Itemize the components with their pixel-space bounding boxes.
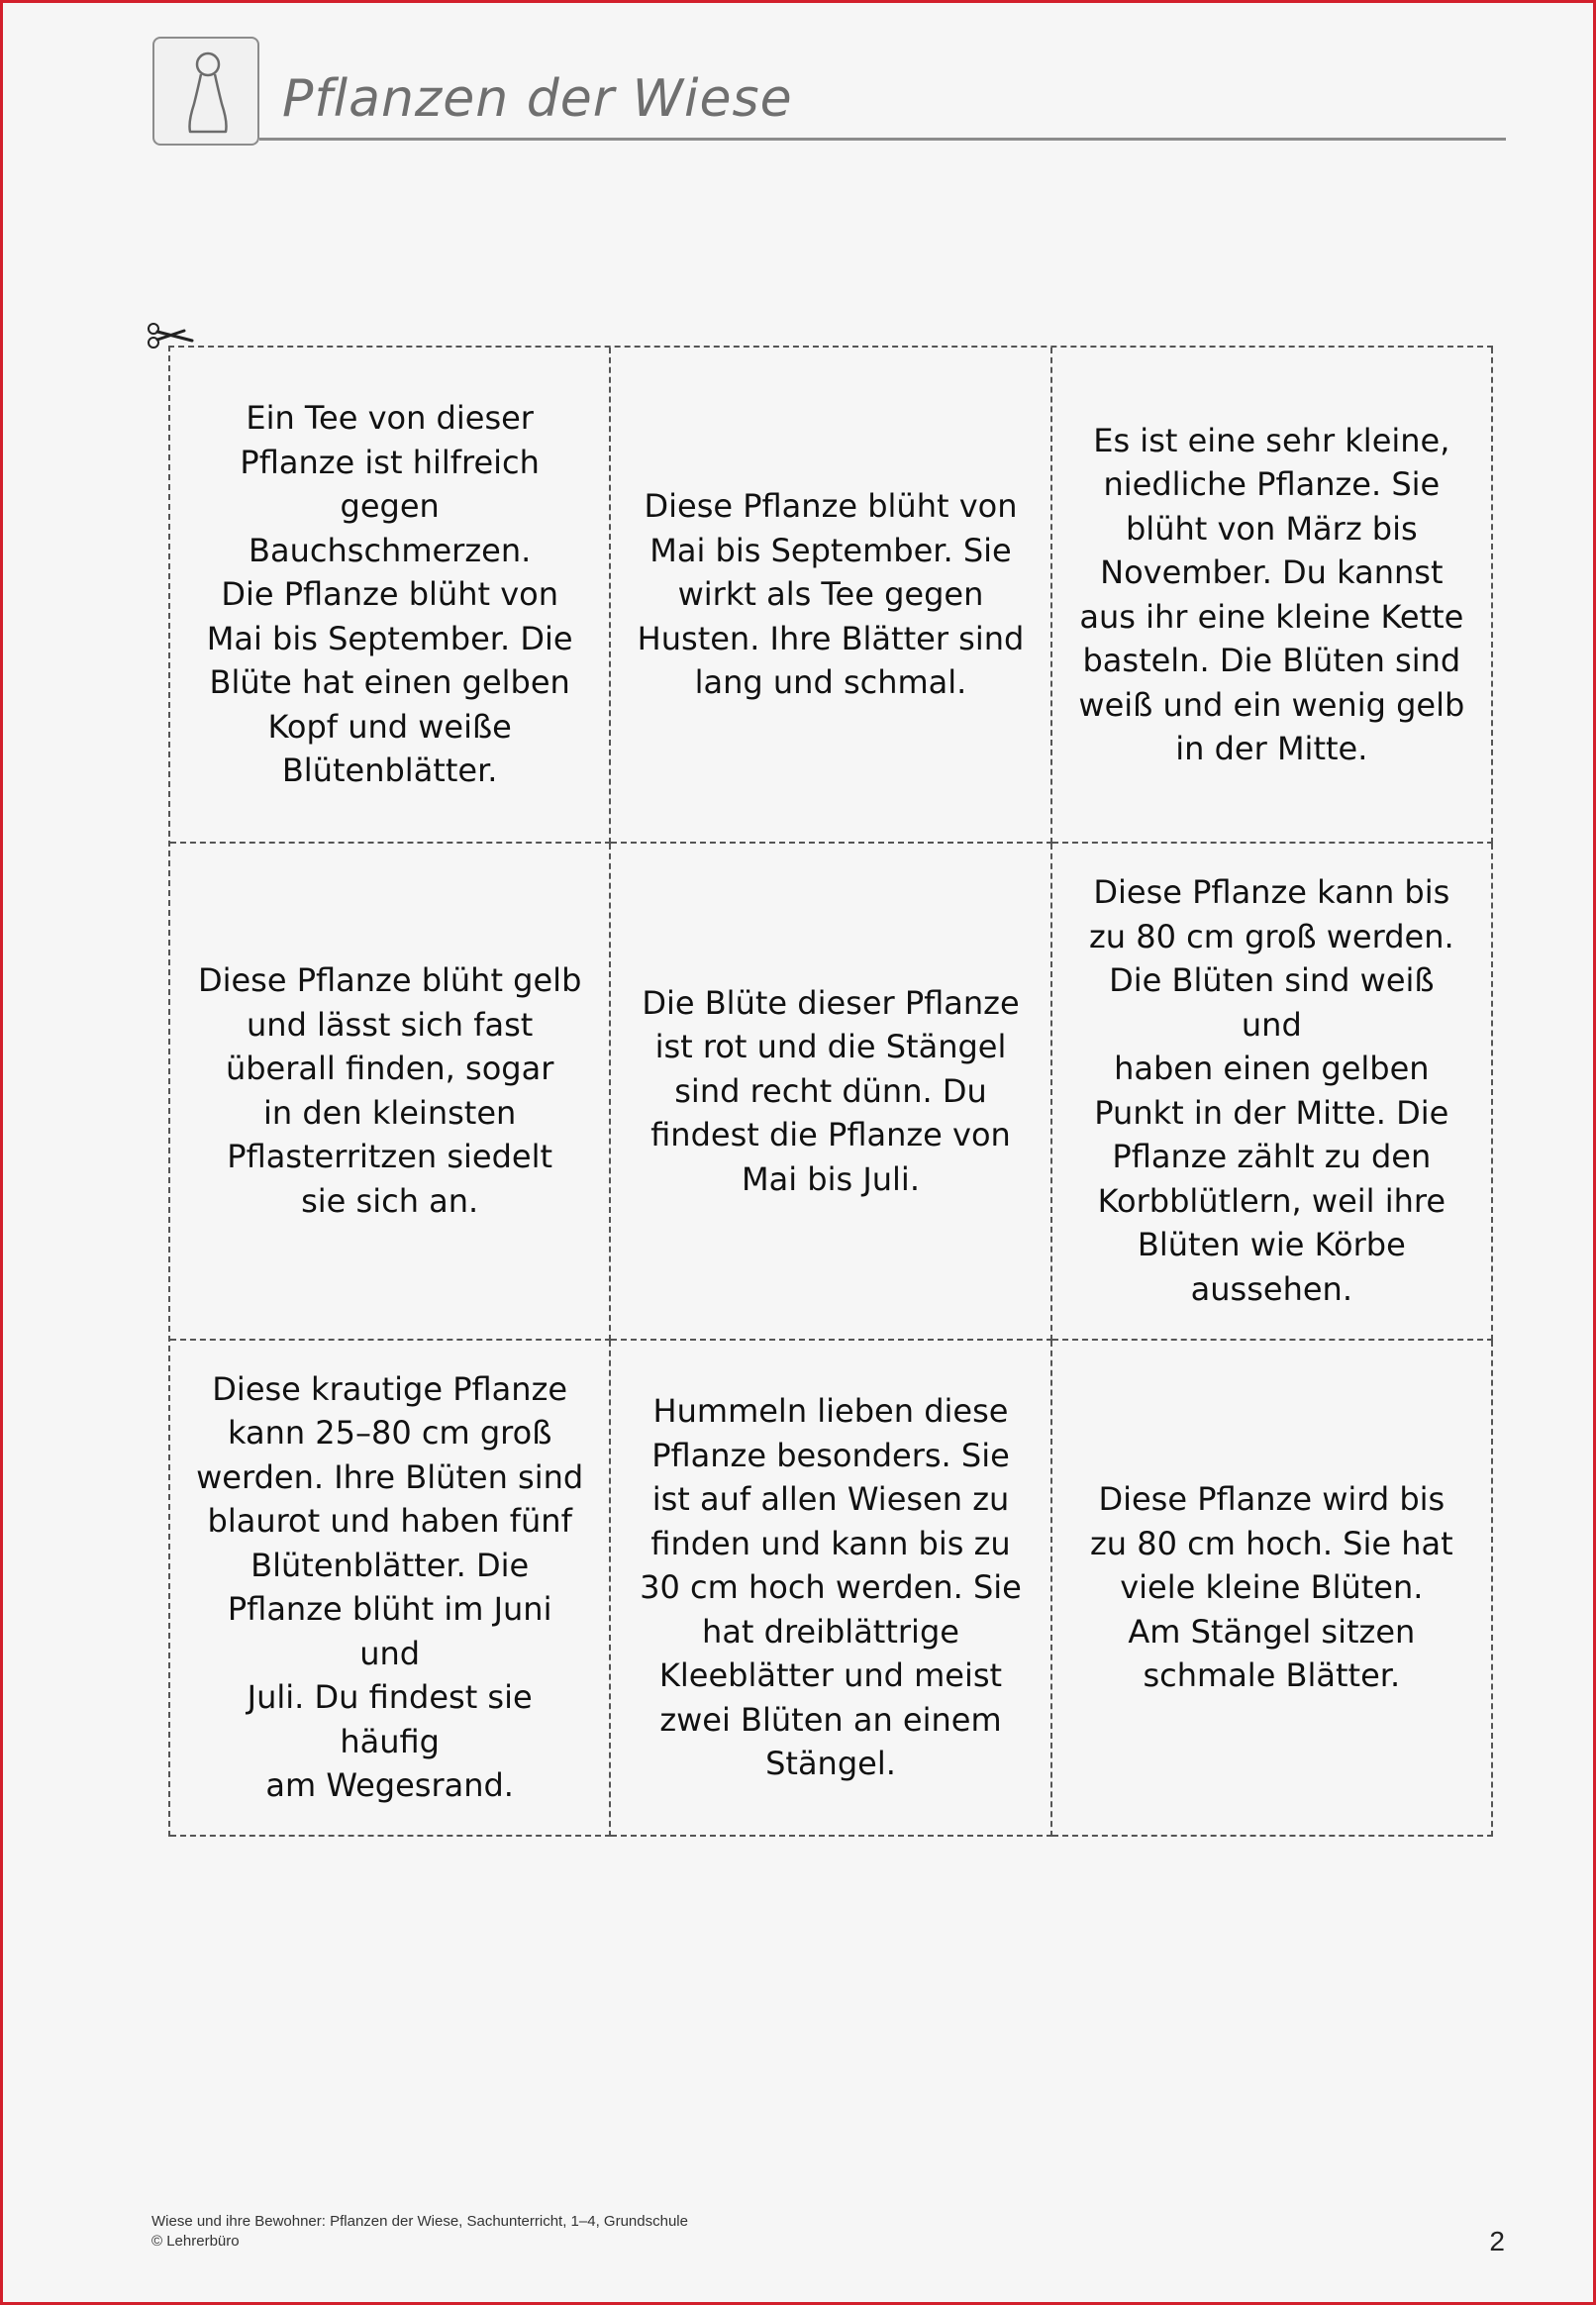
title-underline — [259, 138, 1506, 141]
footer-source: Wiese und ihre Bewohner: Pflanzen der Wiese, Sachunterricht, 1–4, Grundschule — [151, 2213, 688, 2230]
card-text: Es ist eine sehr kleine, niedliche Pflanze. Sie blüht von März bis November. Du kannst aus ihr eine kleine Kette basteln. Die Blüten sind weiß und ein wenig gelb in der Mitte. — [1078, 421, 1465, 768]
card-text: Diese Pflanze blüht gelb und lässt sich fast überall finden, sogar in den kleinsten Pflasterritzen siedelt sie sich an. — [197, 961, 582, 1220]
plant-card — [611, 844, 1051, 1340]
plant-card — [611, 348, 1051, 844]
card-text: Diese Pflanze wird bis zu 80 cm hoch. Sie hat viele kleine Blüten. Am Stängel sitzen schmale Blätter. — [1090, 1480, 1453, 1695]
footer — [151, 2212, 688, 2252]
game-piece-icon — [152, 37, 259, 146]
page-number: 2 — [1489, 2226, 1505, 2256]
plant-card — [170, 1341, 611, 1837]
card-text: Hummeln lieben diese Pflanze besonders. Sie ist auf allen Wiesen zu finden und kann bis zu 30 cm hoch werden. Sie hat dreiblättrige Kleeblätter und meist zwei Blüten an einem Stängel. — [640, 1392, 1022, 1783]
plant-card — [611, 1341, 1051, 1837]
plant-card — [1052, 844, 1493, 1340]
plant-card — [1052, 1341, 1493, 1837]
page-title: Pflanzen der Wiese — [282, 69, 793, 129]
plant-card — [1052, 348, 1493, 844]
cut-out-card-grid — [168, 346, 1493, 1837]
card-text: Ein Tee von dieser Pflanze ist hilfreich gegen Bauchschmerzen. Die Pflanze blüht von Mai bis September. Die Blüte hat einen gelben Kopf und weiße Blütenblätter. — [206, 399, 573, 790]
card-text: Diese Pflanze kann bis zu 80 cm groß werden. Die Blüten sind weiß und haben einen gelben Punkt in der Mitte. Die Pflanze zählt zu den Korbblütlern, weil ihre Blüten wie Körbe aussehen. — [1089, 873, 1454, 1308]
page-header — [0, 0, 1596, 158]
card-text: Diese krautige Pflanze kann 25–80 cm groß werden. Ihre Blüten sind blaurot und haben fünf Blütenblätter. Die Pflanze blüht im Juni und Juli. Du findest sie häufig am Wegesrand. — [196, 1369, 584, 1805]
plant-card — [170, 348, 611, 844]
card-text: Die Blüte dieser Pflanze ist rot und die Stängel sind recht dünn. Du findest die Pflanze von Mai bis Juli. — [642, 983, 1020, 1198]
footer-copyright: © Lehrerbüro — [151, 2233, 240, 2250]
plant-card — [170, 844, 611, 1340]
card-text: Diese Pflanze blüht von Mai bis September. Sie wirkt als Tee gegen Husten. Ihre Blätter sind lang und schmal. — [637, 487, 1025, 702]
